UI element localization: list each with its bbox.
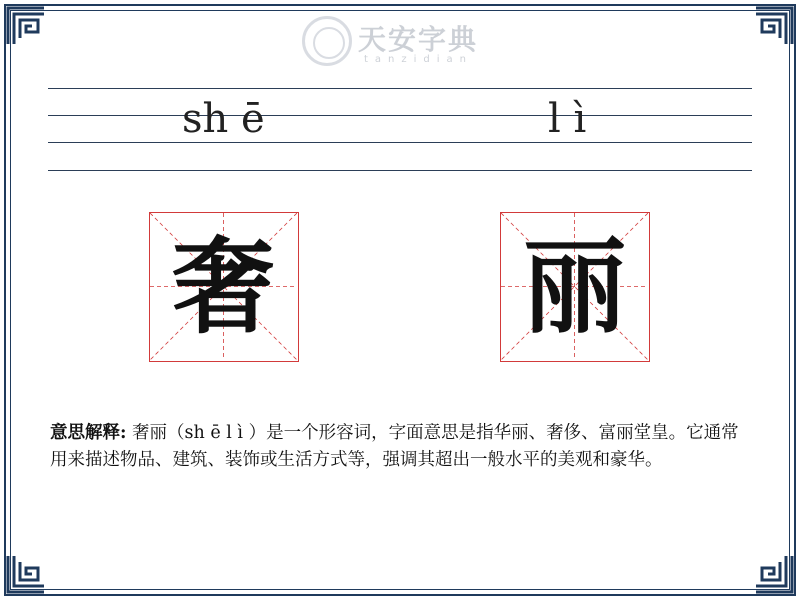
pinyin-staff-line xyxy=(48,170,752,171)
corner-ornament-icon xyxy=(754,6,794,46)
pinyin-syllable: sh ē xyxy=(182,96,265,142)
explanation-text: 奢丽（sh ē l ì ）是一个形容词，字面意思是指华丽、奢侈、富丽堂皇。它通常用来描述物品、建筑、装饰或生活方式等，强调其超出一般水平的美观和豪华。 xyxy=(50,423,739,470)
pinyin-staff-line xyxy=(48,88,752,89)
site-logo xyxy=(300,14,500,70)
corner-ornament-icon xyxy=(754,554,794,594)
corner-ornament-icon xyxy=(6,6,46,46)
explanation-label: 意思解释: xyxy=(50,423,127,443)
character-grid-box xyxy=(500,212,650,362)
logo-name: 天安字典 xyxy=(358,23,479,56)
corner-ornament-icon xyxy=(6,554,46,594)
explanation-paragraph xyxy=(50,420,752,474)
pinyin-syllable: l ì xyxy=(548,96,587,142)
logo-subtitle: tanzidian xyxy=(364,54,474,65)
hanzi-character: 奢 xyxy=(171,224,276,348)
pinyin-staff-line xyxy=(48,142,752,143)
hanzi-character: 丽 xyxy=(522,224,627,348)
pinyin-staff-line xyxy=(48,115,752,116)
character-grid-box xyxy=(149,212,299,362)
page-border-inner xyxy=(10,10,790,590)
logo-seal-icon xyxy=(302,16,352,66)
